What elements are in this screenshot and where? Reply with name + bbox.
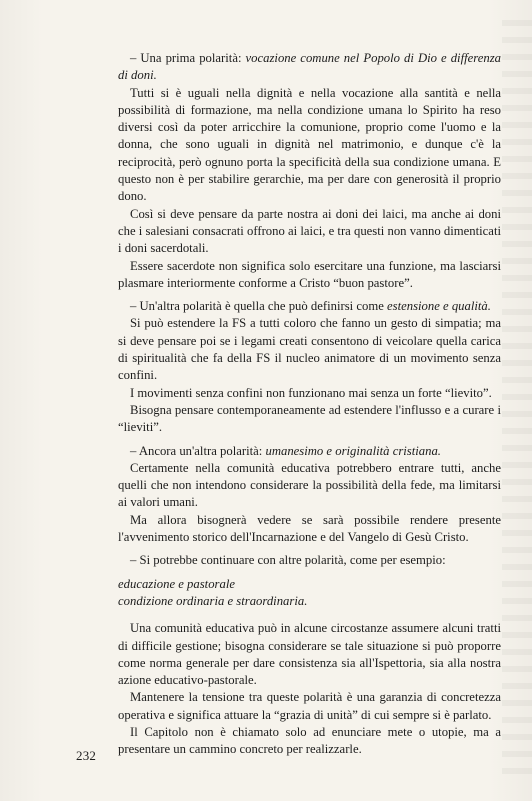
body-text <box>118 44 501 759</box>
text-span: – Ancora un'altra polarità: <box>130 443 266 458</box>
show-through-shadow <box>502 20 532 780</box>
polarity-more-heading <box>118 552 501 569</box>
text-span: – Si potrebbe continuare con altre polarità, come per esempio: <box>130 553 446 568</box>
text-span: – Un'altra polarità è quella che può definirsi come <box>130 299 387 314</box>
italic-span: estensione e qualità. <box>387 299 491 314</box>
polarity-2-heading <box>118 298 501 315</box>
text-span: – Una prima polarità: <box>130 51 246 65</box>
paragraph: I movimenti senza confini non funzionano mai senza un forte “lievito”. <box>130 385 492 400</box>
paragraph: Tutti si è uguali nella dignità e nella vocazione alla santità e nella possibilità di formazione, ma nella condizione umana lo Spirito ha reso diversi così da poter arricchire la comunione, proprio come l'uomo e la donna, che sono uguali in dignità nel matrimonio, e dunque c'è la reciprocità, però ognuno porta la specificità della sua condizione umana. E questo non è per stabilire gerarchie, ma per dare con generosità il proprio dono. <box>118 85 501 204</box>
italic-span: umanesimo e originalità cristiana. <box>265 443 441 458</box>
polarity-3-heading <box>118 443 501 460</box>
paragraph: Si può estendere la FS a tutti coloro che fanno un gesto di simpatia; ma si deve pensare poi se i legami creati consentono di veicolare quella carica di spiritualità che fa della FS il nucleo animatore di un movimento senza confini. <box>118 316 501 383</box>
paragraph: Mantenere la tensione tra queste polarità è una garanzia di concretezza operativa e significa attuare la “grazia di unità” di cui sempre si è parlato. <box>118 690 501 722</box>
paragraph: Il Capitolo non è chiamato solo ad enunciare mete o utopie, ma a presentare un cammino concreto per realizzarle. <box>118 724 501 757</box>
page-number: 232 <box>76 748 97 763</box>
paragraph: Così si deve pensare da parte nostra ai doni dei laici, ma anche ai doni che i salesiani consacrati offrono ai laici, e tra questi non vanno dimenticati i doni sacerdotali. <box>118 206 501 256</box>
paragraph: Una comunità educativa può in alcune circostanze assumere alcuni tratti di difficile gestione; bisogna considerare se tale situazione si può proporre come norma generale per dare consistenza sia all'Ispettoria, sia alla nostra azione educativo-pastorale. <box>118 621 501 688</box>
italic-span: vocazione comune nel Popolo di Dio e differenza di doni. <box>118 51 501 83</box>
paragraph: Bisogna pensare contemporaneamente ad estendere l'influsso e a curare i “lieviti”. <box>118 402 501 435</box>
paragraph: Certamente nella comunità educativa potrebbero entrare tutti, anche quelli che non intendono considerare la possibilità della fede, ma limitarsi ai valori umani. <box>118 460 501 510</box>
italic-line: educazione e pastorale <box>118 576 235 591</box>
paragraph: Ma allora bisognerà vedere se sarà possibile rendere presente l'avvenimento storico dell'Incarnazione e del Vangelo di Gesù Cristo. <box>118 512 501 545</box>
paragraph: Essere sacerdote non significa solo esercitare una funzione, ma lasciarsi plasmare interiormente conforme a Cristo “buon pastore”. <box>118 258 501 290</box>
italic-line: condizione ordinaria e straordinaria. <box>118 593 308 608</box>
polarity-1-heading <box>118 50 501 85</box>
